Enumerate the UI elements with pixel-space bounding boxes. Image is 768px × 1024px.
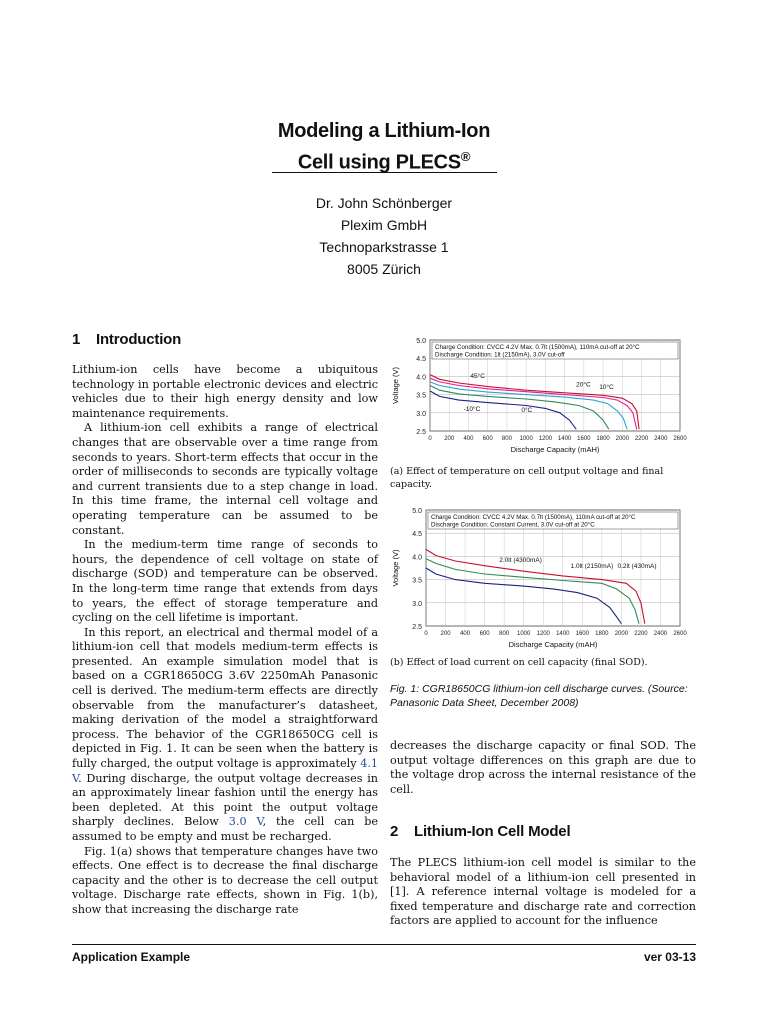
x-tick-label: 2200 [634,436,649,442]
series-label: 45°C [470,373,485,381]
text-run: , the cell can be assumed to be empty and must be recharged. [72,815,378,843]
series-label: 0.2lt (430mA) [617,563,657,570]
y-tick-label: 3.5 [416,392,426,400]
paragraph: In the medium-term time range of seconds to hours, the dependence of cell voltage on state of discharge (SOD) and temperature can be observed. In the long-term time range that extends from days to years, the effect of storage temperature and cycling on the cell lifetime is important. [72,538,378,625]
y-tick-label: 5.0 [416,338,426,345]
title-line-2-text: Cell using PLECS [297,151,461,174]
conditions-text: Discharge Condition: 1lt (2150mA), 3.0V cut-off [435,351,565,359]
x-tick-label: 2600 [673,436,687,442]
x-tick-label: 0 [428,436,432,442]
series-label: 20°C [576,381,591,389]
x-tick-label: 2200 [634,631,648,637]
x-tick-label: 200 [440,631,451,637]
x-tick-label: 2600 [673,631,687,637]
section-title: Introduction [96,331,182,348]
x-tick-label: 1200 [536,631,550,637]
x-tick-label: 0 [424,631,428,637]
title-line-1: Modeling a Lithium-Ion [277,120,491,142]
conditions-text: Charge Condition: CVCC 4.2V Max. 0.7lt (1500mA), 110mA cut-off at 20°C [435,344,640,351]
right-column-text-top [390,739,696,797]
x-tick-label: 2400 [653,631,668,637]
series-label: 0°C [521,407,533,415]
x-tick-label: 2400 [654,436,668,442]
y-axis-label: Voltage (V) [391,366,400,405]
y-tick-label: 4.0 [412,554,422,562]
y-tick-label: 4.5 [416,356,426,364]
x-tick-label: 600 [482,436,493,442]
author-name: Dr. John Schönberger [315,195,453,211]
x-tick-label: 1000 [517,631,531,637]
x-tick-label: 1600 [577,436,591,442]
x-tick-label: 1200 [538,436,553,442]
y-tick-label: 5.0 [412,508,422,515]
title-line-2 [200,144,568,176]
section-number: 2 [390,823,399,840]
left-column-text [72,363,378,918]
x-tick-label: 400 [463,436,474,442]
paragraph: A lithium-ion cell exhibits a range of electrical changes that are observable over a time range from seconds to years. Short-term effects that occur in the order of milliseconds to seconds are typically voltage and current transients due to a step change in load. In this time frame, the internal cell voltage and operating temperature can be assumed to be constant. [72,421,378,537]
subfigure-caption-b: (b) Effect of load current on cell capacity (final SOD). [390,657,648,668]
footer-right: ver 03-13 [643,950,696,964]
y-tick-label: 3.0 [412,600,422,608]
footer-rule [72,944,696,945]
y-tick-label: 3.0 [416,410,426,418]
paragraph [72,626,378,845]
y-tick-label: 4.5 [412,531,422,539]
author-company: Plexim GmbH [340,217,428,233]
figure-caption: Fig. 1: CGR18650CG lithium-ion cell discharge curves. (Source: Panasonic Data Sheet, December 2008) [390,683,688,709]
conditions-text: Charge Condition: CVCC 4.2V Max. 0.7lt (1500mA), 110mA cut-off at 20°C [431,514,636,521]
chart-load-current-effect [388,502,698,652]
x-tick-label: 1800 [595,631,609,637]
section-number: 1 [72,331,81,348]
paper-title [200,118,568,176]
chart-temperature-effect [388,334,698,464]
paragraph: The PLECS lithium-ion cell model is similar to the behavioral model of a lithium-ion cell presented in [1]. A reference internal voltage is modeled for a fixed temperature and discharge rate and correction factors are applied to account for the influence [390,856,696,928]
paragraph: decreases the discharge capacity or final SOD. The output voltage differences on this graph are due to the voltage drop across the internal resistance of the cell. [390,739,696,796]
author-block [200,192,568,280]
y-axis-label: Voltage (V) [391,549,400,587]
series-label: 2.0lt (4300mA) [499,556,542,564]
x-tick-label: 200 [444,436,455,442]
footer-left: Application Example [72,950,191,964]
right-column-text-bottom [390,856,696,929]
subfigure-caption-a: (a) Effect of temperature on cell output voltage and final capacity. [390,466,664,490]
text-run: In this report, an electrical and thermal model of a lithium-ion cell that models medium-term effects is presented. An example simulation model that is based on a CGR18650CG 3.6V 2250mAh Panasonic cell is derived. The medium-term effects are directly observable from the manufacturer’s datasheet, making derivation of the model a straightforward process. The behavior of the CGR18650CG cell is depicted in Fig. 1. It can be seen when the battery is fully charged, the output voltage is approximately [72,625,378,771]
registered-mark: ® [460,149,471,164]
series-label: 1.0lt (2150mA) [570,563,614,570]
y-tick-label: 4.0 [416,374,426,382]
x-tick-label: 800 [501,436,512,442]
y-tick-label: 2.5 [412,624,422,631]
text-run: . During discharge, the output voltage decreases in an approximately linear fashion until the energy has been depleted. At this point the output voltage sharply declines. Below [72,771,378,829]
voltage-value: 3.0 V [228,815,263,829]
conditions-text: Discharge Condition: Constant Current, 3.0V cut-off at 20°C [431,521,595,529]
voltage-value: 4.1 V [72,757,378,785]
series-label: -10°C [463,405,481,413]
author-street: Technoparkstrasse 1 [319,239,449,255]
section-heading-cell-model [390,823,570,840]
paragraph: Lithium-ion cells have become a ubiquitous technology in portable electronic devices and electric vehicles due to their high energy density and low maintenance requirements. [72,363,378,420]
y-tick-label: 3.5 [412,577,422,585]
x-tick-label: 800 [499,631,510,637]
section-heading-introduction [72,331,181,348]
section-title: Lithium-Ion Cell Model [414,823,571,840]
series-label: 10°C [599,383,614,391]
x-tick-label: 1600 [575,631,589,637]
x-axis-label: Discharge Capacity (mAH) [508,640,598,649]
x-tick-label: 2000 [614,631,629,637]
x-tick-label: 1800 [596,436,610,442]
x-tick-label: 400 [460,631,471,637]
paragraph: Fig. 1(a) shows that temperature changes have two effects. One effect is to decrease the final discharge capacity and the other is to decrease the cell output voltage. Discharge rate effects, shown in Fig. 1(b), show that increasing the discharge rate [72,844,378,916]
author-city: 8005 Zürich [347,261,421,277]
y-tick-label: 2.5 [416,429,426,436]
x-tick-label: 1000 [519,436,533,442]
x-tick-label: 1400 [557,436,572,442]
title-rule [272,172,497,173]
x-axis-label: Discharge Capacity (mAH) [510,445,600,454]
x-tick-label: 2000 [615,436,629,442]
x-tick-label: 600 [479,631,490,637]
x-tick-label: 1400 [556,631,570,637]
